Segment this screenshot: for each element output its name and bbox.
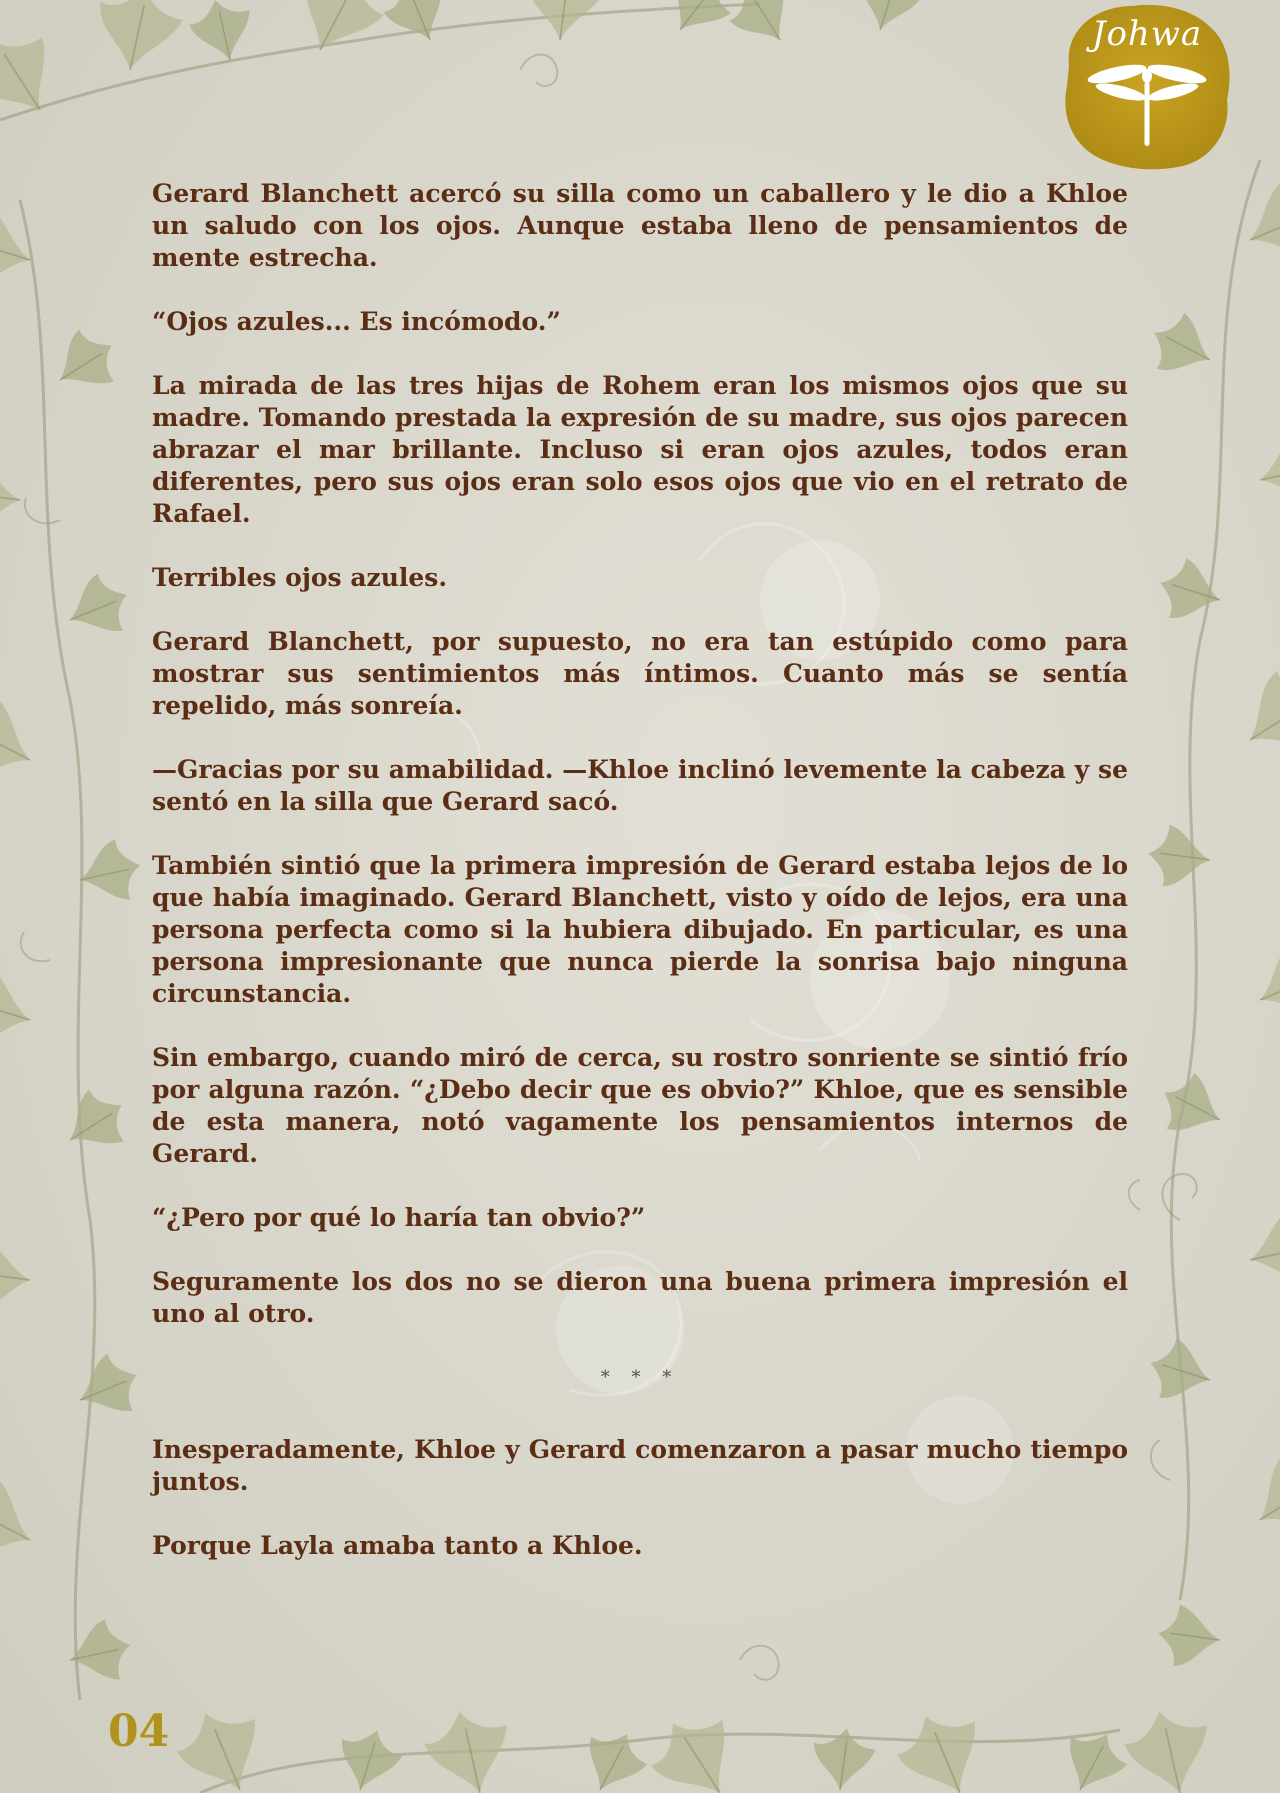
paragraph: Sin embargo, cuando miró de cerca, su rostro sonriente se sintió frío por alguna razón. “¿Debo decir que es obvio?” Khloe, que es sensible de esta manera, notó vagamente los pensamientos internos de Gerard. xyxy=(152,1043,1128,1168)
paragraph: También sintió que la primera impresión de Gerard estaba lejos de lo que había imaginado. Gerard Blanchett, visto y oído de lejos, era una persona perfecta como si la hubiera dibujado. En particular, es una persona impresionante que nunca pierde la sonrisa bajo ninguna circunstancia. xyxy=(152,851,1128,1008)
page-number: 04 xyxy=(108,1706,170,1757)
scene-separator: * * * xyxy=(600,1367,680,1388)
paragraph: Porque Layla amaba tanto a Khloe. xyxy=(152,1531,643,1560)
paragraph: —Gracias por su amabilidad. —Khloe inclinó levemente la cabeza y se sentó en la silla que Gerard sacó. xyxy=(152,755,1128,816)
paragraph: Seguramente los dos no se dieron una buena primera impresión el uno al otro. xyxy=(152,1267,1128,1328)
paragraph: Gerard Blanchett, por supuesto, no era tan estúpido como para mostrar sus sentimientos más íntimos. Cuanto más se sentía repelido, más sonreía. xyxy=(152,627,1128,720)
chapter-text xyxy=(152,178,1128,1562)
paragraph: Terribles ojos azules. xyxy=(152,563,448,592)
paragraph: La mirada de las tres hijas de Rohem eran los mismos ojos que su madre. Tomando prestada la expresión de su madre, sus ojos parecen abrazar el mar brillante. Incluso si eran ojos azules, todos eran diferentes, pero sus ojos eran solo esos ojos que vio en el retrato de Rafael. xyxy=(152,371,1128,528)
paragraph: “Ojos azules... Es incómodo.” xyxy=(152,307,561,336)
paragraph: Gerard Blanchett acercó su silla como un caballero y le dio a Khloe un saludo con los ojos. Aunque estaba lleno de pensamientos de mente estrecha. xyxy=(152,179,1128,272)
paragraph: “¿Pero por qué lo haría tan obvio?” xyxy=(152,1203,646,1232)
paragraph: Inesperadamente, Khloe y Gerard comenzaron a pasar mucho tiempo juntos. xyxy=(152,1435,1128,1496)
logo-text: Johwa xyxy=(1091,14,1203,54)
johwa-logo xyxy=(1058,8,1236,164)
